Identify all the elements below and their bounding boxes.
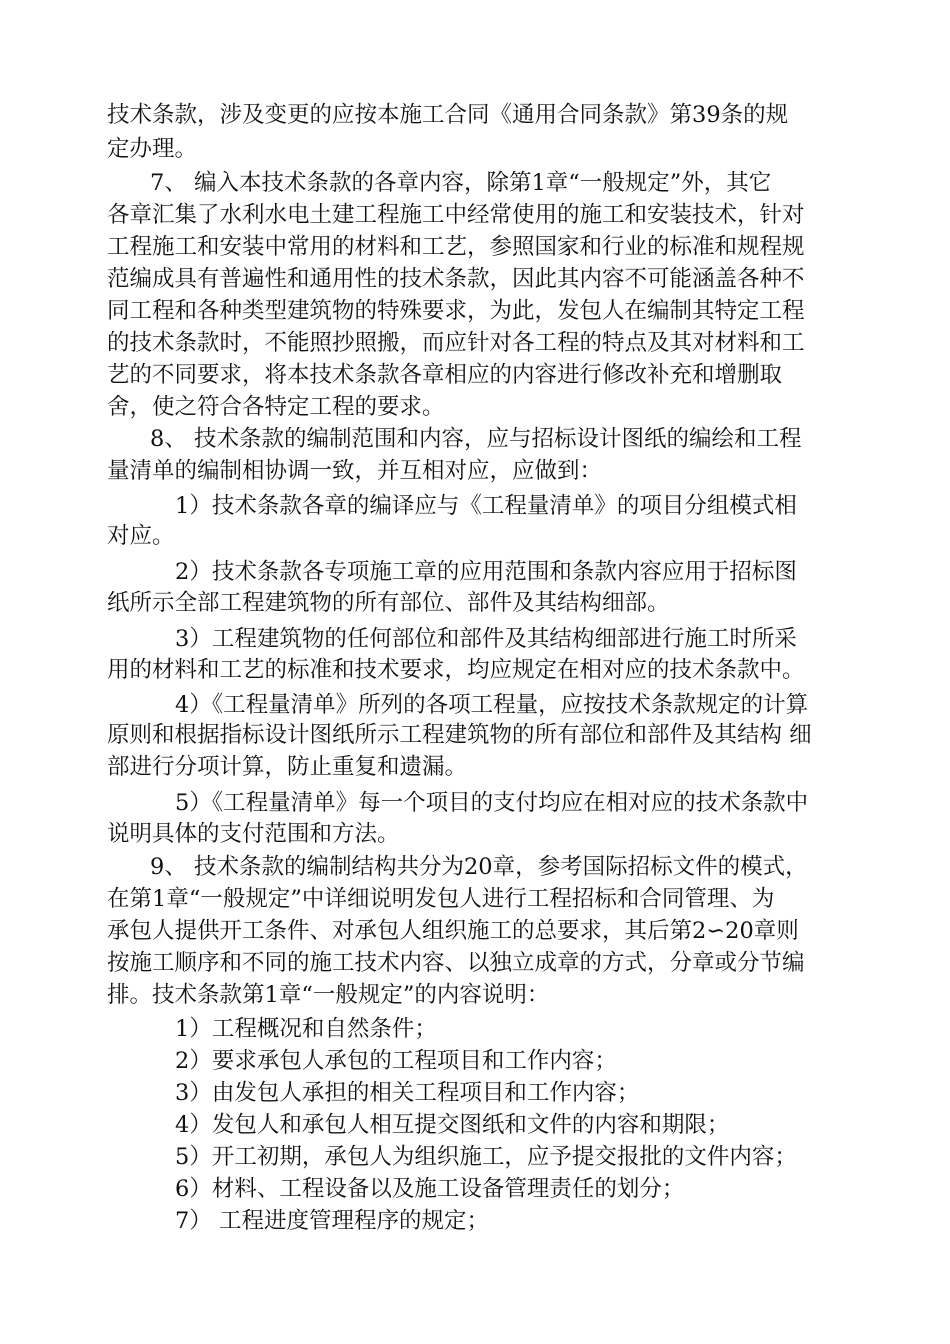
text-line: 各章汇集了水利水电土建工程施工中经常使用的施工和安装技术，针对 bbox=[107, 202, 805, 228]
text-line: 5）开工初期，承包人为组织施工，应予提交报批的文件内容； bbox=[175, 1144, 797, 1170]
text-line: 2）要求承包人承包的工程项目和工作内容； bbox=[175, 1048, 617, 1074]
text-line: 排。技术条款第1章“一般规定”的内容说明： bbox=[107, 982, 550, 1008]
text-line: 2）技术条款各专项施工章的应用范围和条款内容应用于招标图 bbox=[175, 559, 797, 585]
text-line: 定办理。 bbox=[107, 136, 198, 162]
text-line: 承包人提供开工条件、对承包人组织施工的总要求，其后第2∽20章则 bbox=[107, 918, 799, 944]
text-line: 1）工程概况和自然条件； bbox=[175, 1016, 437, 1042]
text-line: 舍，使之符合各特定工程的要求。 bbox=[107, 394, 445, 420]
text-line: 7、 编入本技术条款的各章内容，除第1章“一般规定”外，其它 bbox=[150, 170, 772, 196]
text-line: 9、 技术条款的编制结构共分为20章，参考国际招标文件的模式， bbox=[150, 854, 808, 880]
text-line: 同工程和各种类型建筑物的特殊要求，为此，发包人在编制其特定工程 bbox=[107, 298, 805, 324]
text-line: 艺的不同要求，将本技术条款各章相应的内容进行修改补充和增删取 bbox=[107, 362, 783, 388]
text-line: 6）材料、工程设备以及施工设备管理责任的划分； bbox=[175, 1176, 685, 1202]
text-line: 4）发包人和承包人相互提交图纸和文件的内容和期限； bbox=[175, 1112, 730, 1138]
text-line: 范编成具有普遍性和通用性的技术条款，因此其内容不可能涵盖各种不 bbox=[107, 266, 805, 292]
text-line: 1）技术条款各章的编译应与《工程量清单》的项目分组模式相 bbox=[175, 493, 797, 519]
text-line: 5）《工程量清单》每一个项目的支付均应在相对应的技术条款中 bbox=[175, 790, 809, 816]
text-line: 纸所示全部工程建筑物的所有部位、部件及其结构细部。 bbox=[107, 590, 670, 616]
text-line: 4）《工程量清单》所列的各项工程量，应按技术条款规定的计算 bbox=[175, 692, 809, 718]
text-line: 按施工顺序和不同的施工技术内容、以独立成章的方式，分章或分节编 bbox=[107, 950, 805, 976]
text-line: 工程施工和安装中常用的材料和工艺，参照国家和行业的标准和规程规 bbox=[107, 234, 805, 260]
text-line: 部进行分项计算，防止重复和遗漏。 bbox=[107, 754, 468, 780]
text-line: 量清单的编制相协调一致，并互相对应，应做到： bbox=[107, 458, 603, 484]
text-line: 3）工程建筑物的任何部位和部件及其结构细部进行施工时所采 bbox=[175, 626, 797, 652]
text-line: 技术条款，涉及变更的应按本施工合同《通用合同条款》第39条的规 bbox=[107, 102, 789, 128]
text-line: 对应。 bbox=[107, 523, 175, 549]
text-line: 3）由发包人承担的相关工程项目和工作内容； bbox=[175, 1080, 640, 1106]
text-line: 的技术条款时，不能照抄照搬，而应针对各工程的特点及其对材料和工 bbox=[107, 330, 805, 356]
text-line: 在第1章“一般规定”中详细说明发包人进行工程招标和合同管理、为 bbox=[107, 886, 775, 912]
text-line: 说明具体的支付范围和方法。 bbox=[107, 821, 400, 847]
text-line: 7） 工程进度管理程序的规定； bbox=[175, 1208, 489, 1234]
text-line: 原则和根据指标设计图纸所示工程建筑物的所有部位和部件及其结构 细 bbox=[107, 722, 812, 748]
text-line: 8、 技术条款的编制范围和内容，应与招标设计图纸的编绘和工程 bbox=[150, 426, 802, 452]
text-line: 用的材料和工艺的标准和技术要求，均应规定在相对应的技术条款中。 bbox=[107, 657, 805, 683]
